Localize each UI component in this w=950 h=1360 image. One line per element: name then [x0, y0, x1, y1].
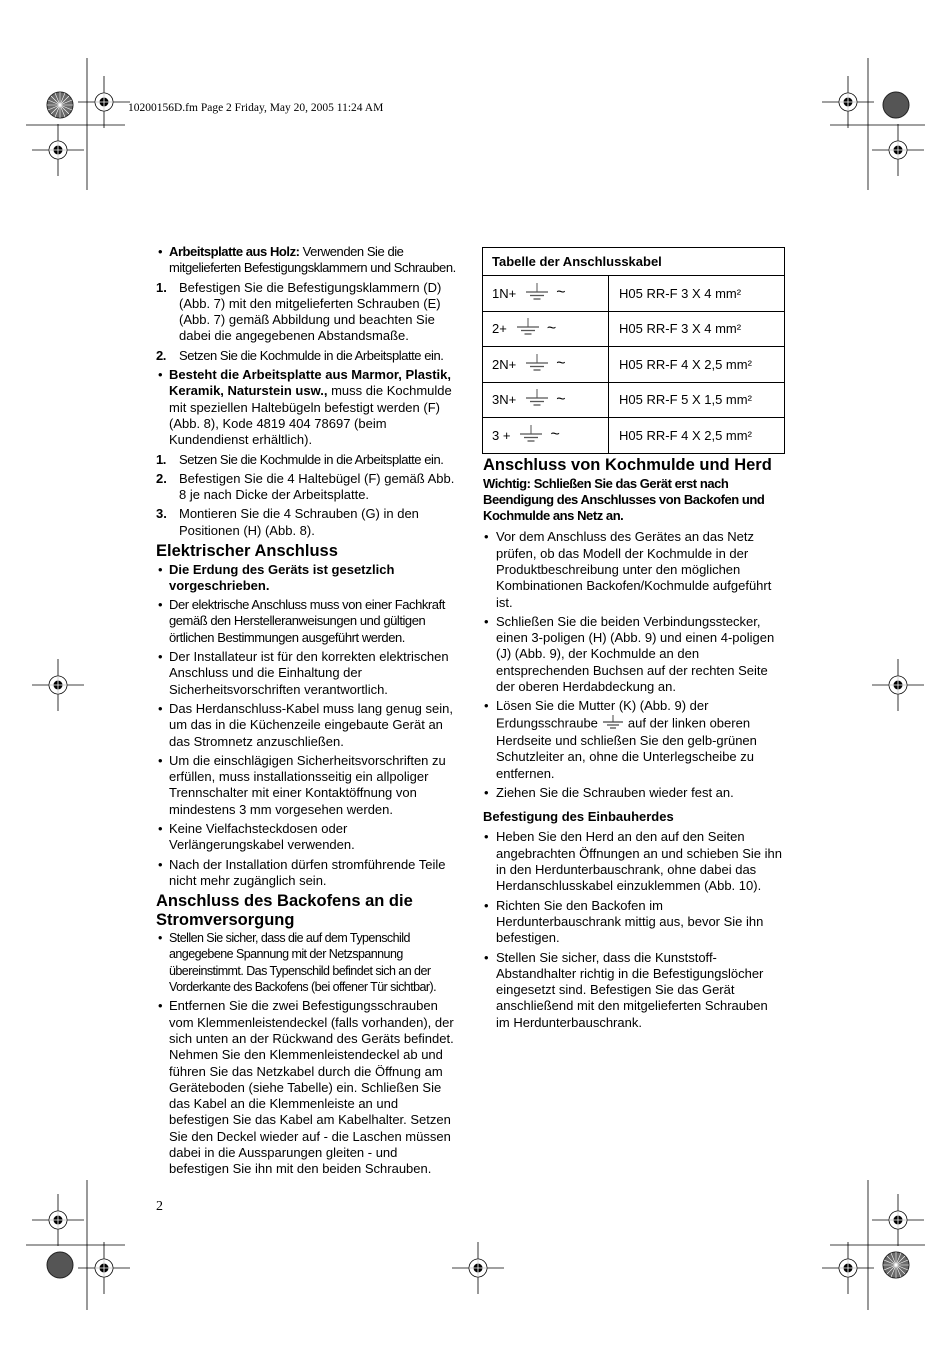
- ac-symbol: ~: [550, 426, 560, 444]
- ground-icon: [602, 715, 624, 733]
- connection-cell: 1N+ ~: [483, 276, 609, 311]
- connection-cell: 2+ ~: [483, 312, 609, 347]
- cable-cell: H05 RR-F 4 X 2,5 mm²: [619, 356, 752, 372]
- cable-cell: H05 RR-F 4 X 2,5 mm²: [619, 427, 752, 443]
- list-item: • Richten Sie den Backofen im Herdunterbauschrank mittig aus, bevor Sie ihn befestigen.: [484, 897, 764, 946]
- list-item: • Schließen Sie die beiden Verbindungsstecker, einen 3-poligen (H) (Abb. 9) und einen 4-poligen (J) (Abb. 9), der Kochmulde an den entsprechenden Buchsen auf der rechten Seite der oberen Herdabdeckung an.: [484, 613, 775, 695]
- list-item: 2. Setzen Sie die Kochmulde in die Arbeitsplatte ein.: [156, 347, 444, 363]
- list-item: • Arbeitsplatte aus Holz: Verwenden Sie die mitgelieferten Befestigungsklammern und Schrauben.: [158, 244, 456, 276]
- connection-cell: 2N+ ~: [483, 347, 609, 382]
- page-number: 2: [156, 1199, 163, 1214]
- connection-cell: 3 + ~: [483, 418, 609, 453]
- ac-symbol: ~: [556, 355, 566, 373]
- list-item: • Das Herdanschluss-Kabel muss lang genug sein, um das in die Küchenzeile eingebaute Gerät an das Stromnetz anzuschließen.: [158, 700, 453, 749]
- subsection-heading: Befestigung des Einbauherdes: [483, 809, 674, 825]
- list-item: • Entfernen Sie die zwei Befestigungsschrauben vom Klemmenleistendeckel (falls vorhanden), der sich unten an der Rückwand des Geräts befindet. Nehmen Sie den Klemmenleistendeckel ab und führen Sie das Netzkabel durch die Öffnung am Geräteboden (siehe Tabelle) ein. Schließen Sie das Kabel an die Klemmenleiste an und befestigen Sie das Kabel am Kabelhalter. Setzen Sie den Deckel wieder auf - die Laschen müssen dabei in die Aussparungen gleiten - und befestigen Sie ihn mit den beiden Schrauben.: [158, 998, 454, 1177]
- ac-symbol: ~: [546, 319, 557, 337]
- section-heading: Elektrischer Anschluss: [156, 542, 338, 561]
- left-column: [156, 244, 458, 1181]
- connection-cell: 3N+ ~: [483, 383, 609, 418]
- section-heading: Anschluss von Kochmulde und Herd: [483, 456, 772, 474]
- list-item: • Stellen Sie sicher, dass die Kunststoff-Abstandhalter richtig in die Befestigungslöcher eingesetzt sind. Befestigen Sie das Gerät anschließend mit den mitgelieferten Schrauben im Herdunterbauschrank.: [484, 949, 768, 1030]
- list-item: 2. Befestigen Sie die 4 Haltebügel (F) gemäß Abb. 8 je nach Dicke der Arbeitsplatte.: [156, 470, 455, 503]
- cable-table: [482, 247, 785, 454]
- list-item: • Heben Sie den Herd an den auf den Seiten angebrachten Öffnungen an und schieben Sie ihn in den Herdunterbauschrank, ohne dabei das Herdanschlusskabel einzuklemmen (Abb. 10).: [484, 829, 782, 894]
- table-row: [483, 347, 784, 383]
- list-item: • Die Erdung des Geräts ist gesetzlich vorgeschrieben.: [158, 561, 395, 593]
- right-column: [483, 456, 783, 1034]
- list-item: • Vor dem Anschluss des Gerätes an das Netz prüfen, ob das Modell der Kochmulde in der Produktbeschreibung unter den möglichen Kombinationen Backofen/Kochmulde aufgeführt ist.: [484, 529, 772, 610]
- list-item: • Keine Vielfachsteckdosen oder Verlängerungskabel verwenden.: [158, 821, 355, 853]
- list-item: 1. Befestigen Sie die Befestigungsklammern (D) (Abb. 7) mit den mitgelieferten Schrauben (E) (Abb. 7) gemäß Abbildung und beachten Sie dabei die angegebenen Abstandsmaße.: [156, 279, 442, 344]
- list-item: • Ziehen Sie die Schrauben wieder fest an.: [484, 784, 734, 800]
- list-item: • Lösen Sie die Mutter (K) (Abb. 9) der Erdungsschraube auf der linken oberen Herdseite und schließen Sie den gelb-grünen Schutzleiter an, ohne die Unterlegscheibe zu entfernen.: [484, 698, 757, 781]
- list-item: 1. Setzen Sie die Kochmulde in die Arbeitsplatte ein.: [156, 451, 444, 467]
- ground-icon: [524, 283, 550, 304]
- section-heading: Anschluss des Backofens an die Stromversorgung: [156, 892, 413, 929]
- list-item: • Stellen Sie sicher, dass die auf dem Typenschild angegebene Spannung mit der Netzspannung übereinstimmt. Das Typenschild befindet sich an der Vorderkante des Backofens (bei offener Tür sichtbar).: [158, 931, 437, 995]
- cable-cell: H05 RR-F 3 X 4 mm²: [619, 321, 742, 337]
- list-item: • Der Installateur ist für den korrekten elektrischen Anschluss und die Einhaltung der Sicherheitsvorschriften verantwortlich.: [158, 649, 449, 697]
- ground-icon: [518, 425, 544, 446]
- ground-icon: [524, 354, 550, 375]
- cable-cell: H05 RR-F 3 X 4 mm²: [619, 285, 742, 301]
- ac-symbol: ~: [556, 390, 566, 408]
- list-item: • Nach der Installation dürfen stromführende Teile nicht mehr zugänglich sein.: [158, 856, 446, 888]
- important-note: Wichtig: Schließen Sie das Gerät erst nach Beendigung des Anschlusses von Backofen und Kochmulde ans Netz an.: [483, 475, 765, 524]
- table-row: [483, 418, 784, 453]
- list-item: • Besteht die Arbeitsplatte aus Marmor, Plastik, Keramik, Naturstein usw., muss die Kochmulde mit speziellen Haltebügeln befestigt werden (F) (Abb. 8), Kode 4819 404 78697 (beim Kundendienst erhältlich).: [158, 367, 452, 448]
- table-title: Tabelle der Anschlusskabel: [483, 248, 784, 276]
- cable-cell: H05 RR-F 5 X 1,5 mm²: [619, 392, 752, 408]
- table-row: [483, 312, 784, 348]
- table-row: [483, 383, 784, 419]
- list-item: • Um die einschlägigen Sicherheitsvorschriften zu erfüllen, muss installationsseitig ein allpoliger Trennschalter mit einer Kontaktöffnung von mindestens 3 mm vorgesehen werden.: [158, 752, 446, 817]
- table-row: [483, 276, 784, 312]
- list-item: • Der elektrische Anschluss muss von einer Fachkraft gemäß den Herstelleranweisungen und gültigen örtlichen Bestimmungen ausgeführt werden.: [158, 597, 445, 645]
- print-header: 10200156D.fm Page 2 Friday, May 20, 2005 11:24 AM: [128, 102, 384, 114]
- ground-icon: [515, 318, 541, 339]
- ac-symbol: ~: [556, 284, 566, 302]
- list-item: 3. Montieren Sie die 4 Schrauben (G) in den Positionen (H) (Abb. 8).: [156, 506, 419, 538]
- ground-icon: [524, 389, 550, 410]
